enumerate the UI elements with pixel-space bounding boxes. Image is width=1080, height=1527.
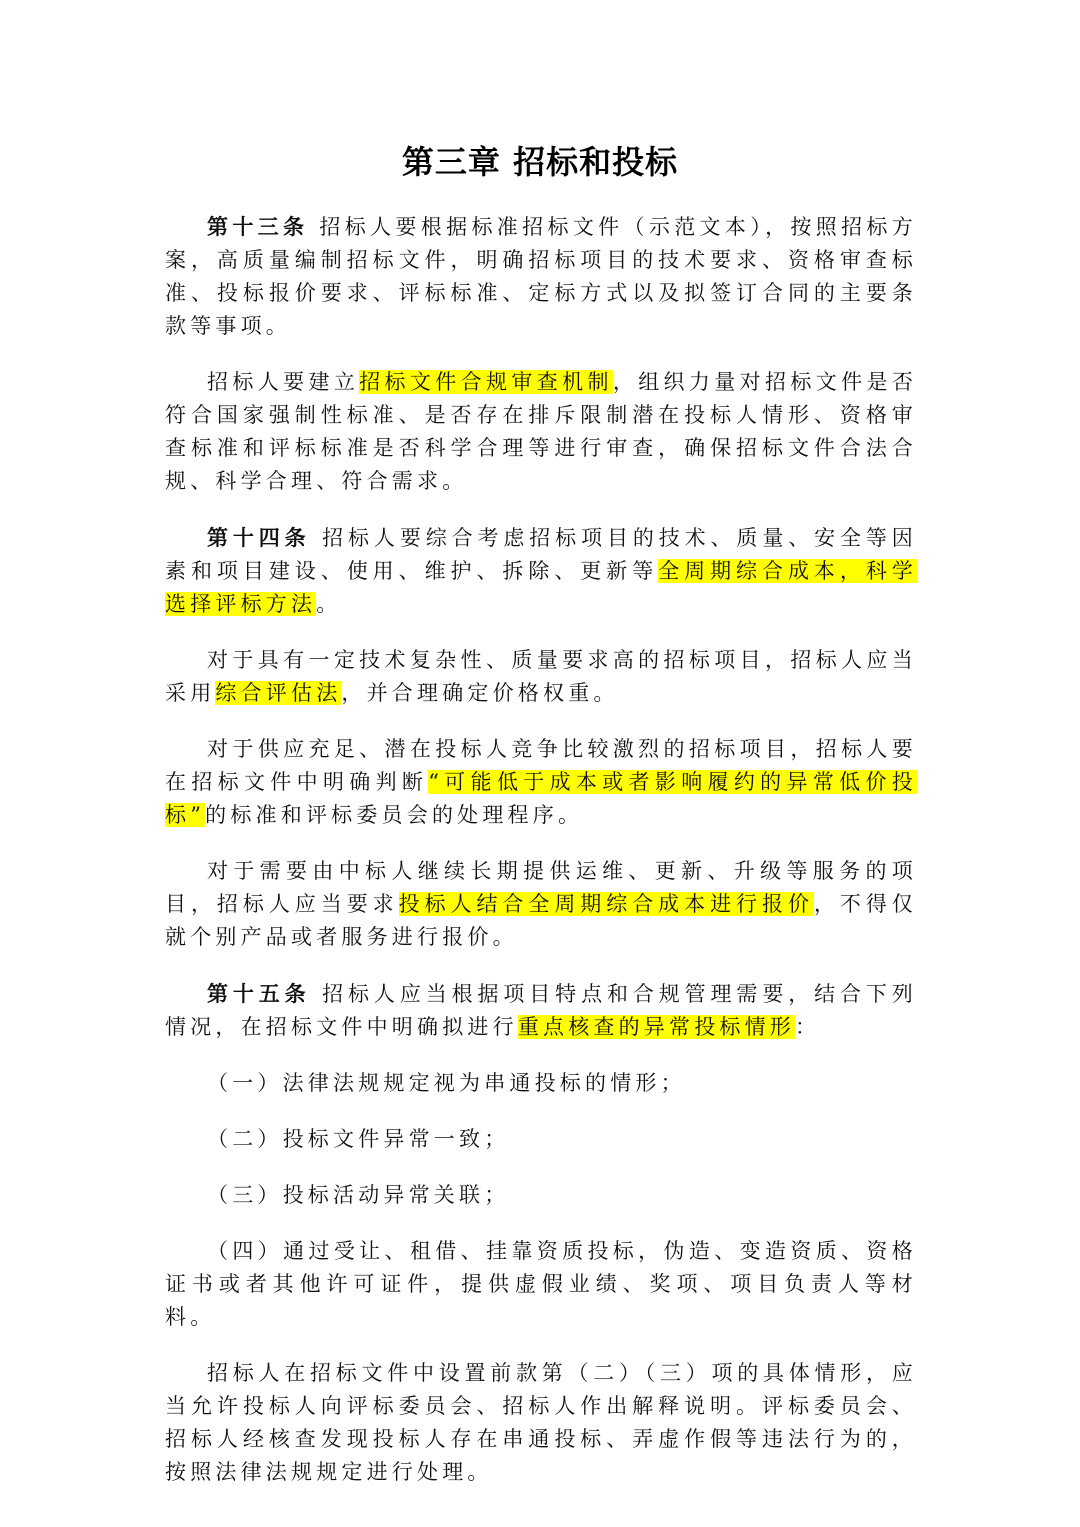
lifecycle-quote-post: ，不得仅就个别产品或者服务进行报价。	[165, 892, 917, 949]
article-14-highlight: 全周期综合成本，科学选择评标方法	[165, 559, 917, 616]
article-14-label: 第十四条	[207, 525, 311, 550]
lifecycle-quote-highlight: 投标人结合全周期综合成本进行报价	[398, 892, 814, 916]
article-14-paragraph	[165, 521, 917, 621]
comprehensive-method-post: ，并合理确定价格权重。	[341, 681, 619, 705]
article-15-post: ：	[795, 1015, 821, 1039]
compliance-review-highlight: 招标文件合规审查机制	[359, 370, 613, 394]
comprehensive-method-pre: 对于具有一定技术复杂性、质量要求高的招标项目，招标人应当采用	[165, 648, 917, 705]
list-item: （三）投标活动异常关联；	[207, 1183, 510, 1207]
article-13-text: 招标人要根据标准招标文件（示范文本），按照招标方案，高质量编制招标文件，明确招标项目的技术要求、资格审查标准、投标报价要求、评标标准、定标方式以及拟签订合同的主要条款等事项。	[165, 215, 917, 338]
article-15-highlight: 重点核查的异常投标情形	[517, 1015, 796, 1039]
chapter-title: 第三章 招标和投标	[401, 143, 679, 181]
compliance-review-pre: 招标人要建立	[207, 370, 360, 394]
article-15-pre: 招标人应当根据项目特点和合规管理需要，结合下列情况，在招标文件中明确拟进行	[165, 982, 917, 1039]
explanation-paragraph: 招标人在招标文件中设置前款第（二）（三）项的具体情形，应当允许投标人向评标委员会、招标人作出解释说明。评标委员会、招标人经核查发现投标人存在串通投标、弄虚作假等违法行为的，按照法律法规规定进行处理。	[165, 1361, 917, 1484]
low-price-highlight: “可能低于成本或者影响履约的异常低价投标”	[165, 770, 917, 827]
article-13-label: 第十三条	[207, 214, 309, 239]
low-price-pre: 对于供应充足、潜在投标人竞争比较激烈的招标项目，招标人要在招标文件中明确判断	[165, 737, 917, 794]
list-item: （四）通过受让、租借、挂靠资质投标，伪造、变造资质、资格证书或者其他许可证件，提供虚假业绩、奖项、项目负责人等材料。	[165, 1239, 917, 1329]
low-price-paragraph	[165, 733, 917, 832]
comprehensive-method-paragraph	[165, 644, 917, 710]
list-item: （一）法律法规规定视为串通投标的情形；	[207, 1071, 686, 1095]
compliance-review-post: ，组织力量对招标文件是否符合国家强制性标准、是否存在排斥限制潜在投标人情形、资格审查标准和评标标准是否科学合理等进行审查，确保招标文件合法合规、科学合理、符合需求。	[165, 370, 918, 493]
lifecycle-quote-pre: 对于需要由中标人继续长期提供运维、更新、升级等服务的项目，招标人应当要求	[165, 859, 917, 916]
comprehensive-method-highlight: 综合评估法	[215, 681, 342, 705]
article-14-post: 。	[316, 592, 342, 616]
document-body	[165, 210, 917, 1512]
compliance-review-paragraph	[165, 366, 917, 498]
article-14-pre: 招标人要综合考虑招标项目的技术、质量、安全等因素和项目建设、使用、维护、拆除、更新等	[165, 526, 917, 583]
article-15-paragraph	[165, 977, 917, 1044]
article-13-paragraph	[165, 210, 917, 343]
lifecycle-quote-paragraph	[165, 855, 917, 954]
low-price-post: 的标准和评标委员会的处理程序。	[205, 803, 584, 827]
article-15-label: 第十五条	[207, 981, 311, 1006]
list-item: （二）投标文件异常一致；	[207, 1127, 510, 1151]
